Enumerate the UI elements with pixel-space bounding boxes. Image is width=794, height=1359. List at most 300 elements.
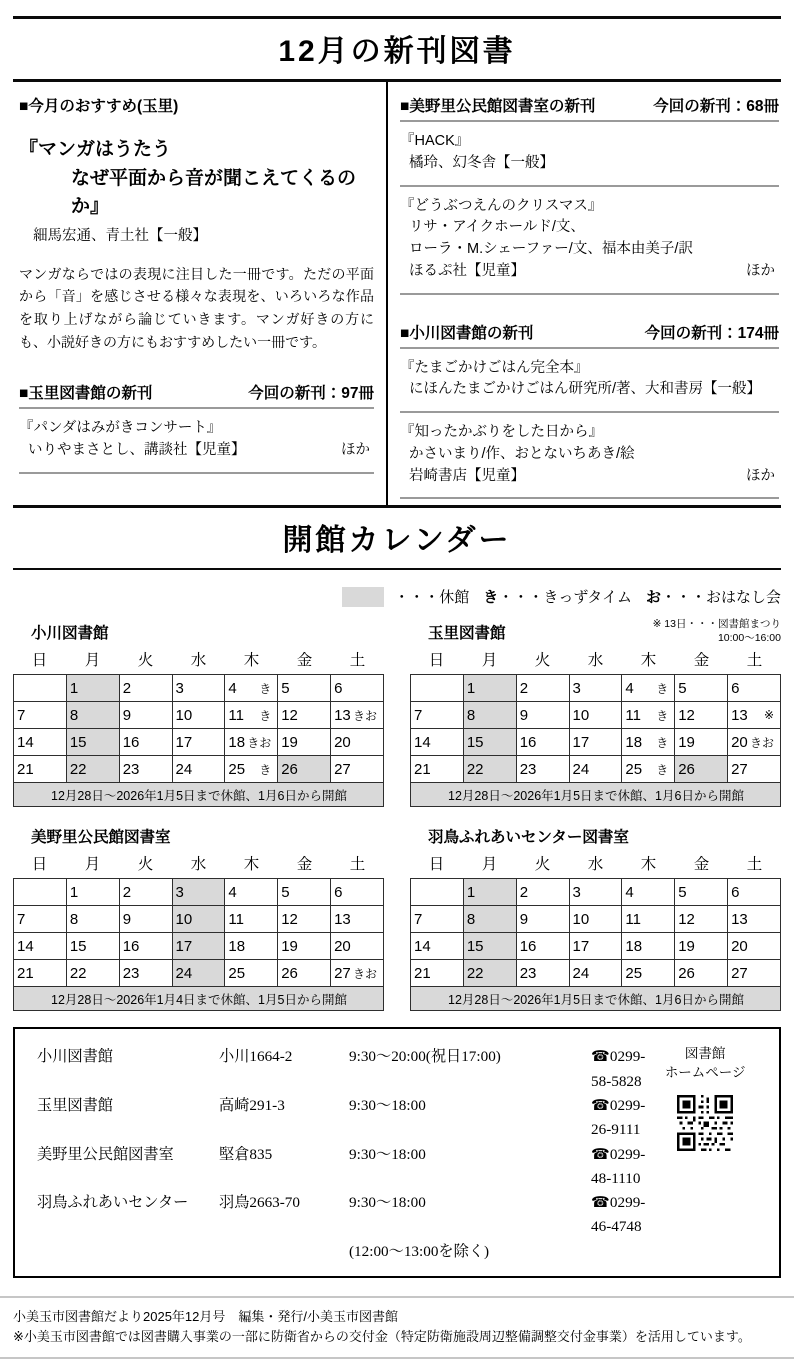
calendar-week-row: [14, 675, 384, 702]
calendar-day-cell: [278, 756, 331, 783]
calendar-day-number: 18: [228, 733, 246, 751]
calendar-day-cell: [66, 933, 119, 960]
calendar-week-row: [411, 729, 781, 756]
calendar-day-number: 16: [122, 937, 140, 955]
calendar-day-cell: [569, 675, 622, 702]
calendar-day-number: 2: [519, 883, 529, 901]
calendar-annotation: き: [656, 681, 669, 696]
calendar-day-cell: [675, 729, 728, 756]
calendar-day-number: 9: [519, 910, 529, 928]
calendar-day-cell: [569, 906, 622, 933]
calendar-day-number: 7: [17, 910, 26, 928]
calendar-day-cell: [463, 702, 516, 729]
calendar-day-cell: [225, 756, 278, 783]
calendar-day-number: 14: [414, 733, 431, 751]
footer-issue-line: 小美玉市図書館だより2025年12月号 編集・発行/小美玉市図書館: [13, 1309, 398, 1325]
column-left: [13, 82, 388, 505]
book-entry: [400, 187, 779, 295]
calendar-day-cell: [622, 906, 675, 933]
calendar-day-number: 21: [17, 760, 34, 778]
weekday-label: 土: [746, 652, 763, 670]
calendar-day-cell: [622, 960, 675, 987]
weekday-label: 土: [349, 652, 366, 670]
weekday-header-row: [410, 645, 781, 674]
recommend-book-author: 細馬宏通、青土社【一般】: [33, 227, 207, 244]
book-author: 橘玲、幻冬舎【一般】: [409, 154, 554, 171]
calendar-annotation: き: [656, 735, 669, 750]
calendar-day-cell: [516, 879, 569, 906]
calendar-day-cell: [463, 933, 516, 960]
calendar-day-cell: [622, 702, 675, 729]
hoka-label: ほか: [341, 441, 370, 458]
calendar-minori: [13, 819, 384, 1011]
calendar-day-number: 9: [122, 706, 132, 724]
calendar-day-cell: [728, 960, 781, 987]
page-title-calendar: 開館カレンダー: [282, 524, 512, 558]
calendar-day-number: 4: [228, 679, 237, 697]
calendar-day-cell: [225, 879, 278, 906]
calendar-week-row: [411, 702, 781, 729]
legend-story-key: お: [645, 589, 661, 607]
calendar-day-cell: [675, 906, 728, 933]
calendar-table: [13, 878, 384, 1011]
calendar-day-cell: [278, 675, 331, 702]
calendar-hatori: [410, 819, 781, 1011]
calendar-day-cell: [278, 729, 331, 756]
calendar-day-number: 13: [731, 910, 748, 928]
book-entry: [400, 349, 779, 414]
calendar-day-cell: [675, 879, 728, 906]
calendar-day-cell: [728, 756, 781, 783]
calendar-day-cell: [66, 702, 119, 729]
calendar-day-number: 1: [69, 679, 79, 697]
calendar-bottom-rule: [13, 568, 781, 570]
calendar-day-number: 11: [228, 706, 244, 724]
library-name: 美野里公民館図書室: [37, 1145, 174, 1163]
calendar-day-cell: [172, 675, 225, 702]
calendar-day-cell: [66, 879, 119, 906]
calendar-day-number: 5: [678, 883, 687, 901]
calendar-day-number: 24: [175, 964, 193, 982]
library-address: 羽鳥2663-70: [219, 1194, 300, 1212]
weekday-label: 火: [534, 652, 551, 670]
calendar-day-number: 10: [572, 706, 590, 724]
weekday-label: 月: [84, 652, 101, 670]
calendar-day-number: 15: [69, 733, 87, 751]
calendar-day-cell: [14, 933, 67, 960]
calendar-day-cell: [411, 729, 464, 756]
weekday-label: 木: [640, 856, 657, 874]
calendar-day-number: 5: [281, 679, 290, 697]
calendar-day-cell: [119, 756, 172, 783]
calendar-header: [410, 819, 781, 849]
calendar-day-number: 1: [466, 679, 476, 697]
calendar-day-cell: [463, 756, 516, 783]
calendar-day-cell: [463, 729, 516, 756]
calendar-day-number: 17: [175, 937, 193, 955]
calendar-day-cell: [225, 933, 278, 960]
calendar-day-number: 17: [572, 733, 590, 751]
calendar-day-number: 3: [572, 883, 581, 901]
calendar-annotation: き: [259, 708, 272, 723]
column-right: [388, 82, 781, 505]
calendar-closure-note: 12月28日～2026年1月5日まで休館、1月6日から開館: [411, 783, 781, 807]
library-phone: ☎0299-48-1110: [591, 1145, 646, 1187]
calendar-day-cell: [14, 906, 67, 933]
calendar-day-number: 27: [731, 760, 748, 778]
calendar-day-cell: [278, 933, 331, 960]
legend-story-label: ・・・おはなし会: [660, 589, 781, 607]
weekday-label: 木: [243, 652, 260, 670]
calendar-day-cell: [675, 675, 728, 702]
calendar-title: 玉里図書館: [428, 625, 506, 643]
calendar-tamari: [410, 615, 781, 807]
library-phone: ☎0299-58-5828: [591, 1048, 646, 1090]
calendar-day-cell: [516, 702, 569, 729]
calendar-annotation: き: [259, 681, 272, 696]
calendar-day-number: 13: [731, 706, 748, 724]
calendar-day-number: 19: [678, 937, 695, 955]
book-title: 『HACK』: [400, 133, 470, 149]
calendar-day-cell: [463, 879, 516, 906]
calendar-day-number: 3: [572, 679, 581, 697]
calendar-day-cell: [463, 906, 516, 933]
calendar-day-cell: [331, 933, 384, 960]
calendar-day-cell: [119, 729, 172, 756]
library-address: 小川1664-2: [219, 1048, 293, 1066]
calendar-day-number: 9: [122, 910, 132, 928]
weekday-label: 水: [587, 856, 604, 874]
weekday-label: 火: [137, 652, 154, 670]
calendar-day-number: 11: [625, 706, 641, 724]
library-name: 羽鳥ふれあいセンター: [37, 1194, 189, 1212]
book-publisher: ほるぷ社【児童】: [409, 262, 525, 279]
hoka-label: ほか: [746, 262, 775, 279]
calendar-day-number: 23: [519, 964, 537, 982]
book-entry: [400, 413, 779, 499]
calendar-day-number: 25: [625, 760, 643, 778]
calendar-day-number: 14: [17, 937, 34, 955]
calendar-day-number: 2: [122, 679, 132, 697]
legend-kids-label: ・・・きっずタイム: [498, 589, 632, 607]
weekday-label: 土: [746, 856, 763, 874]
recommend-heading: [19, 92, 374, 120]
calendar-day-cell: [331, 702, 384, 729]
calendar-day-cell: [119, 702, 172, 729]
section-count: 今回の新刊：174冊: [644, 324, 779, 342]
calendar-day-number: 23: [122, 760, 140, 778]
calendar-week-row: [14, 756, 384, 783]
weekday-label: 日: [428, 652, 445, 670]
recommend-heading-label: ■今月のおすすめ(玉里): [19, 98, 179, 115]
calendar-day-number: 2: [519, 679, 529, 697]
calendar-day-cell: [411, 702, 464, 729]
calendar-day-cell: [119, 675, 172, 702]
calendar-day-cell: [411, 960, 464, 987]
calendar-day-cell: [675, 960, 728, 987]
book-title: 『知ったかぶりをした日から』: [400, 424, 603, 440]
calendar-day-number: 14: [414, 937, 431, 955]
calendar-day-cell: [66, 960, 119, 987]
calendar-day-cell: [172, 729, 225, 756]
calendar-day-cell: [172, 879, 225, 906]
calendar-day-number: 4: [625, 883, 634, 901]
calendar-day-number: 9: [519, 706, 529, 724]
calendar-day-cell: [728, 729, 781, 756]
calendar-day-cell: [331, 675, 384, 702]
book-author: リサ・アイクホールド/文、: [409, 219, 585, 236]
calendar-day-cell: [119, 933, 172, 960]
calendar-day-number: 21: [414, 964, 431, 982]
calendar-week-row: [411, 906, 781, 933]
section-count: 今回の新刊：97冊: [248, 385, 374, 403]
weekday-label: 日: [428, 856, 445, 874]
calendar-day-number: 26: [678, 760, 695, 778]
weekday-label: 火: [534, 856, 551, 874]
library-address: 堅倉835: [219, 1145, 273, 1163]
calendar-day-cell: [225, 675, 278, 702]
calendar-annotation: きお: [247, 735, 272, 750]
calendar-table: [410, 674, 781, 807]
calendar-day-cell: [172, 906, 225, 933]
calendar-day-cell: [66, 756, 119, 783]
calendar-table: [410, 878, 781, 1011]
calendar-day-number: 8: [69, 910, 79, 928]
book-author: かさいまり/作、おとないちあき/絵: [409, 445, 635, 462]
calendar-day-number: 22: [466, 964, 484, 982]
page-title-new-books: 12月の新刊図書: [278, 35, 516, 68]
calendar-closure-row: [14, 783, 384, 807]
calendar-header: [410, 615, 781, 645]
calendar-day-cell: [331, 960, 384, 987]
weekday-label: 土: [349, 856, 366, 874]
book-title: 『たまごかけごはん完全本』: [400, 359, 589, 376]
section-minori-new-books: [400, 92, 779, 122]
footer-funding-note: ※小美玉市図書館では図書購入事業の一部に防衛省からの交付金（特定防衛施設周辺整備調整交付金事業）を活用しています。: [13, 1329, 751, 1345]
calendar-table: [13, 674, 384, 807]
calendar-day-cell: [622, 879, 675, 906]
calendar-day-number: 6: [731, 883, 740, 901]
calendar-day-cell: [66, 906, 119, 933]
phone-icon: ☎: [591, 1194, 610, 1212]
calendar-day-cell: [411, 879, 464, 906]
calendar-day-cell: [675, 933, 728, 960]
calendar-day-number: 26: [281, 964, 298, 982]
weekday-label: 火: [137, 856, 154, 874]
section-heading: ■小川図書館の新刊: [400, 324, 534, 342]
calendar-day-cell: [278, 702, 331, 729]
calendar-day-number: 8: [466, 910, 476, 928]
calendar-day-number: 19: [281, 733, 298, 751]
contact-row: [37, 1045, 645, 1094]
library-name: 小川図書館: [37, 1048, 113, 1066]
calendar-day-cell: [516, 933, 569, 960]
new-books-columns: [13, 82, 781, 505]
section-count: 今回の新刊：68冊: [653, 98, 779, 115]
phone-icon: ☎: [591, 1145, 610, 1163]
calendar-day-cell: [516, 675, 569, 702]
contact-table: [37, 1045, 645, 1264]
calendar-day-cell: [622, 729, 675, 756]
library-phone: ☎0299-26-9111: [591, 1096, 646, 1139]
calendar-annotation: ※: [763, 708, 774, 723]
calendar-day-number: 13: [334, 910, 351, 928]
calendar-day-number: 23: [519, 760, 537, 778]
calendar-day-number: 20: [334, 937, 351, 955]
calendar-day-number: 27: [334, 964, 351, 982]
calendar-day-number: 10: [572, 910, 590, 928]
calendar-day-cell: [278, 879, 331, 906]
weekday-label: 木: [640, 652, 657, 670]
calendar-day-number: 6: [731, 679, 740, 697]
calendar-day-cell: [569, 879, 622, 906]
calendar-day-number: 24: [572, 760, 590, 778]
weekday-label: 水: [587, 652, 604, 670]
weekday-label: 金: [296, 652, 313, 670]
calendar-week-row: [14, 933, 384, 960]
legend-closed-label: ・・・休館: [394, 589, 470, 607]
calendar-day-number: 24: [572, 964, 590, 982]
calendar-day-number: 16: [519, 733, 537, 751]
calendar-closure-row: [14, 987, 384, 1011]
calendar-day-cell: [569, 702, 622, 729]
calendar-day-cell: [119, 906, 172, 933]
weekday-label: 月: [481, 652, 498, 670]
calendar-closure-note: 12月28日～2026年1月4日まで休館、1月5日から開館: [14, 987, 384, 1011]
calendar-day-number: 18: [625, 733, 643, 751]
calendar-day-cell: [66, 729, 119, 756]
calendar-day-number: 4: [625, 679, 634, 697]
closed-day-swatch: [342, 587, 384, 607]
weekday-label: 水: [190, 652, 207, 670]
calendar-day-number: 23: [122, 964, 140, 982]
calendar-day-number: 22: [466, 760, 484, 778]
calendar-week-row: [14, 879, 384, 906]
calendar-note: ※ 13日・・・図書館まつり 10:00～16:00: [652, 617, 781, 645]
calendar-day-number: 20: [731, 937, 748, 955]
calendar-day-cell: [172, 933, 225, 960]
calendar-day-cell: [331, 729, 384, 756]
calendar-day-cell: [225, 960, 278, 987]
calendar-header: [13, 615, 384, 645]
calendar-day-number: 1: [466, 883, 476, 901]
recommend-book-title-line2: なぜ平面から音が聞こえてくるのか』: [71, 167, 357, 217]
calendar-day-cell: [172, 756, 225, 783]
contact-row: [37, 1094, 645, 1143]
calendar-day-number: 13: [334, 706, 351, 724]
contact-hours-note-row: [37, 1240, 645, 1264]
phone-icon: ☎: [591, 1096, 610, 1114]
weekday-label: 日: [31, 652, 48, 670]
calendar-day-cell: [278, 960, 331, 987]
calendar-day-cell: [728, 906, 781, 933]
weekday-label: 金: [693, 856, 710, 874]
calendar-day-cell: [728, 879, 781, 906]
calendar-day-cell: [14, 756, 67, 783]
calendar-week-row: [14, 729, 384, 756]
page-footer: [0, 1296, 794, 1359]
calendar-day-number: 6: [334, 679, 343, 697]
calendar-day-number: 12: [678, 706, 695, 724]
library-hours: 9:30～18:00: [349, 1145, 426, 1163]
calendar-day-cell: [569, 933, 622, 960]
calendar-day-number: 11: [228, 910, 244, 928]
calendar-legend: [13, 586, 781, 607]
calendar-annotation: きお: [749, 735, 774, 750]
calendar-week-row: [411, 933, 781, 960]
legend-kids-key: き: [483, 589, 499, 607]
recommend-description: マンガならではの表現に注目した一冊です。ただの平面から「音」を感じさせる様々な表現を、いろいろな作品を取り上げながら論じていきます。マンガ好きの方にも、小説好きの方にもおすすめしたい一冊です。: [19, 265, 374, 350]
library-address: 高崎291-3: [219, 1096, 285, 1114]
book-entry: [19, 409, 374, 474]
calendar-week-row: [14, 960, 384, 987]
homepage-qr-block: [645, 1045, 765, 1264]
section-tamari-new-books: [19, 379, 374, 409]
calendar-day-number: 12: [281, 706, 298, 724]
calendar-day-cell: [119, 960, 172, 987]
calendar-header: [13, 819, 384, 849]
calendar-day-cell: [675, 702, 728, 729]
calendar-annotation: き: [656, 708, 669, 723]
calendar-day-cell: [516, 906, 569, 933]
qr-code-icon: [677, 1095, 733, 1151]
library-hours: 9:30～18:00: [349, 1096, 426, 1114]
calendar-day-number: 12: [678, 910, 695, 928]
calendar-day-number: 27: [731, 964, 748, 982]
calendar-closure-note: 12月28日～2026年1月5日まで休館、1月6日から開館: [411, 987, 781, 1011]
calendar-day-cell: [331, 906, 384, 933]
calendar-day-cell: [569, 756, 622, 783]
library-hours: 9:30～20:00(祝日17:00): [349, 1048, 501, 1066]
book-title: 『パンダはみがきコンサート』: [19, 420, 222, 437]
calendar-closure-row: [411, 783, 781, 807]
calendar-day-cell: [14, 675, 67, 702]
calendar-day-cell: [516, 729, 569, 756]
calendar-day-number: 25: [228, 964, 246, 982]
homepage-label-line1: 図書館: [684, 1046, 726, 1062]
weekday-label: 木: [243, 856, 260, 874]
calendar-day-cell: [728, 933, 781, 960]
calendar-week-row: [411, 879, 781, 906]
calendar-week-row: [411, 756, 781, 783]
book-publisher: 岩崎書店【児童】: [409, 467, 525, 484]
calendar-grid: [13, 615, 781, 1011]
calendar-day-number: 17: [175, 733, 193, 751]
library-phone: ☎0299-46-4748: [591, 1194, 646, 1236]
calendar-annotation: きお: [352, 966, 377, 981]
calendar-day-number: 22: [69, 964, 87, 982]
calendar-week-row: [14, 906, 384, 933]
calendar-day-cell: [225, 906, 278, 933]
calendar-day-cell: [411, 756, 464, 783]
calendar-annotation: き: [259, 762, 272, 777]
calendar-day-cell: [278, 906, 331, 933]
calendar-day-cell: [728, 702, 781, 729]
calendar-annotation: き: [656, 762, 669, 777]
calendar-day-cell: [119, 879, 172, 906]
section-heading: ■玉里図書館の新刊: [19, 385, 153, 403]
book-author: いりやまさとし、講談社【児童】: [28, 441, 246, 458]
calendar-day-number: 2: [122, 883, 132, 901]
calendar-day-number: 24: [175, 760, 193, 778]
calendar-day-number: 5: [678, 679, 687, 697]
calendar-day-number: 18: [228, 937, 246, 955]
weekday-label: 日: [31, 856, 48, 874]
weekday-label: 金: [693, 652, 710, 670]
calendar-day-cell: [14, 960, 67, 987]
contact-box: [13, 1027, 781, 1278]
book-author: ローラ・M.シェーファー/文、福本由美子/訳: [409, 241, 693, 257]
